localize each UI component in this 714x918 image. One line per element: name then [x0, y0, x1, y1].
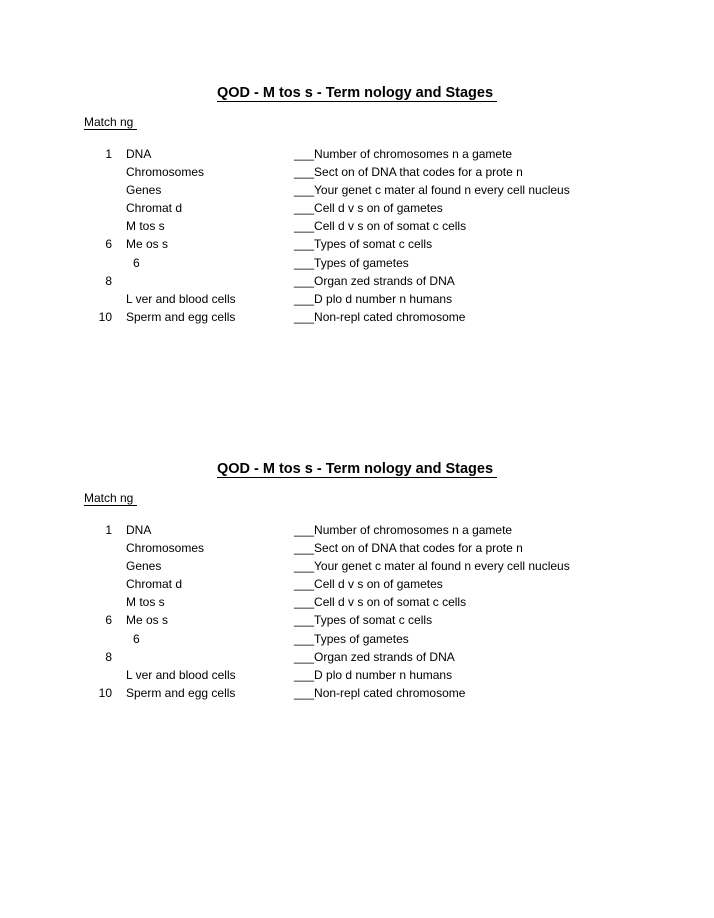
term: 6	[133, 631, 140, 646]
term: Genes	[126, 183, 162, 198]
definition: ___Cell d v s on of gametes	[294, 201, 443, 216]
term: Chromat d	[126, 201, 183, 216]
term: Me os s	[126, 613, 169, 628]
term: Sperm and egg cells	[126, 309, 236, 324]
matching-list	[0, 145, 714, 326]
list-item	[0, 666, 714, 684]
list-item	[0, 163, 714, 181]
item-number: 8	[105, 649, 112, 664]
item-number: 10	[98, 685, 112, 700]
definition: ___Cell d v s on of somat c cells	[294, 219, 467, 234]
term: Genes	[126, 559, 162, 574]
list-item	[0, 235, 714, 253]
list-item	[0, 611, 714, 629]
definition: ___Cell d v s on of somat c cells	[294, 595, 467, 610]
item-number: 1	[105, 523, 112, 537]
term: DNA	[126, 147, 152, 161]
list-item	[0, 521, 714, 539]
term: M tos s	[126, 219, 165, 234]
term: L ver and blood cells	[126, 291, 236, 306]
definition: ___Sect on of DNA that codes for a prote n	[294, 541, 523, 556]
definition: ___Number of chromosomes n a gamete	[294, 523, 513, 537]
list-item	[0, 217, 714, 235]
term: DNA	[126, 523, 152, 537]
list-item	[0, 290, 714, 308]
list-item	[0, 308, 714, 326]
term: Me os s	[126, 237, 169, 252]
item-number: 6	[105, 237, 112, 252]
definition: ___Your genet c mater al found n every cell nucleus	[294, 183, 570, 198]
definition: ___Non-repl cated chromosome	[294, 309, 466, 324]
list-item	[0, 199, 714, 217]
list-item	[0, 593, 714, 611]
list-item	[0, 557, 714, 575]
definition: ___Types of gametes	[294, 631, 409, 646]
term: Chromosomes	[126, 541, 205, 556]
list-item	[0, 254, 714, 272]
term: Chromat d	[126, 577, 183, 592]
term: M tos s	[126, 595, 165, 610]
item-number: 10	[98, 309, 112, 324]
definition: ___Your genet c mater al found n every cell nucleus	[294, 559, 570, 574]
item-number: 1	[105, 147, 112, 161]
section-title: QOD - M tos s - Term nology and Stages	[0, 85, 714, 101]
matching-heading: Match ng	[84, 491, 137, 505]
term: Sperm and egg cells	[126, 685, 236, 700]
term: 6	[133, 255, 140, 270]
definition: ___D plo d number n humans	[294, 291, 453, 306]
list-item	[0, 575, 714, 593]
item-number: 6	[105, 613, 112, 628]
definition: ___Number of chromosomes n a gamete	[294, 147, 513, 161]
definition: ___Types of somat c cells	[294, 613, 433, 628]
list-item	[0, 648, 714, 666]
definition: ___Organ zed strands of DNA	[294, 273, 455, 288]
definition: ___D plo d number n humans	[294, 667, 453, 682]
matching-list	[0, 521, 714, 702]
definition: ___Non-repl cated chromosome	[294, 685, 466, 700]
definition: ___Types of somat c cells	[294, 237, 433, 252]
list-item	[0, 539, 714, 557]
definition: ___Organ zed strands of DNA	[294, 649, 455, 664]
definition: ___Sect on of DNA that codes for a prote n	[294, 165, 523, 180]
matching-heading: Match ng	[84, 115, 137, 129]
list-item	[0, 630, 714, 648]
definition: ___Types of gametes	[294, 255, 409, 270]
list-item	[0, 145, 714, 163]
item-number: 8	[105, 273, 112, 288]
section-title: QOD - M tos s - Term nology and Stages	[0, 461, 714, 477]
term: L ver and blood cells	[126, 667, 236, 682]
list-item	[0, 272, 714, 290]
term: Chromosomes	[126, 165, 205, 180]
definition: ___Cell d v s on of gametes	[294, 577, 443, 592]
list-item	[0, 181, 714, 199]
list-item	[0, 684, 714, 702]
